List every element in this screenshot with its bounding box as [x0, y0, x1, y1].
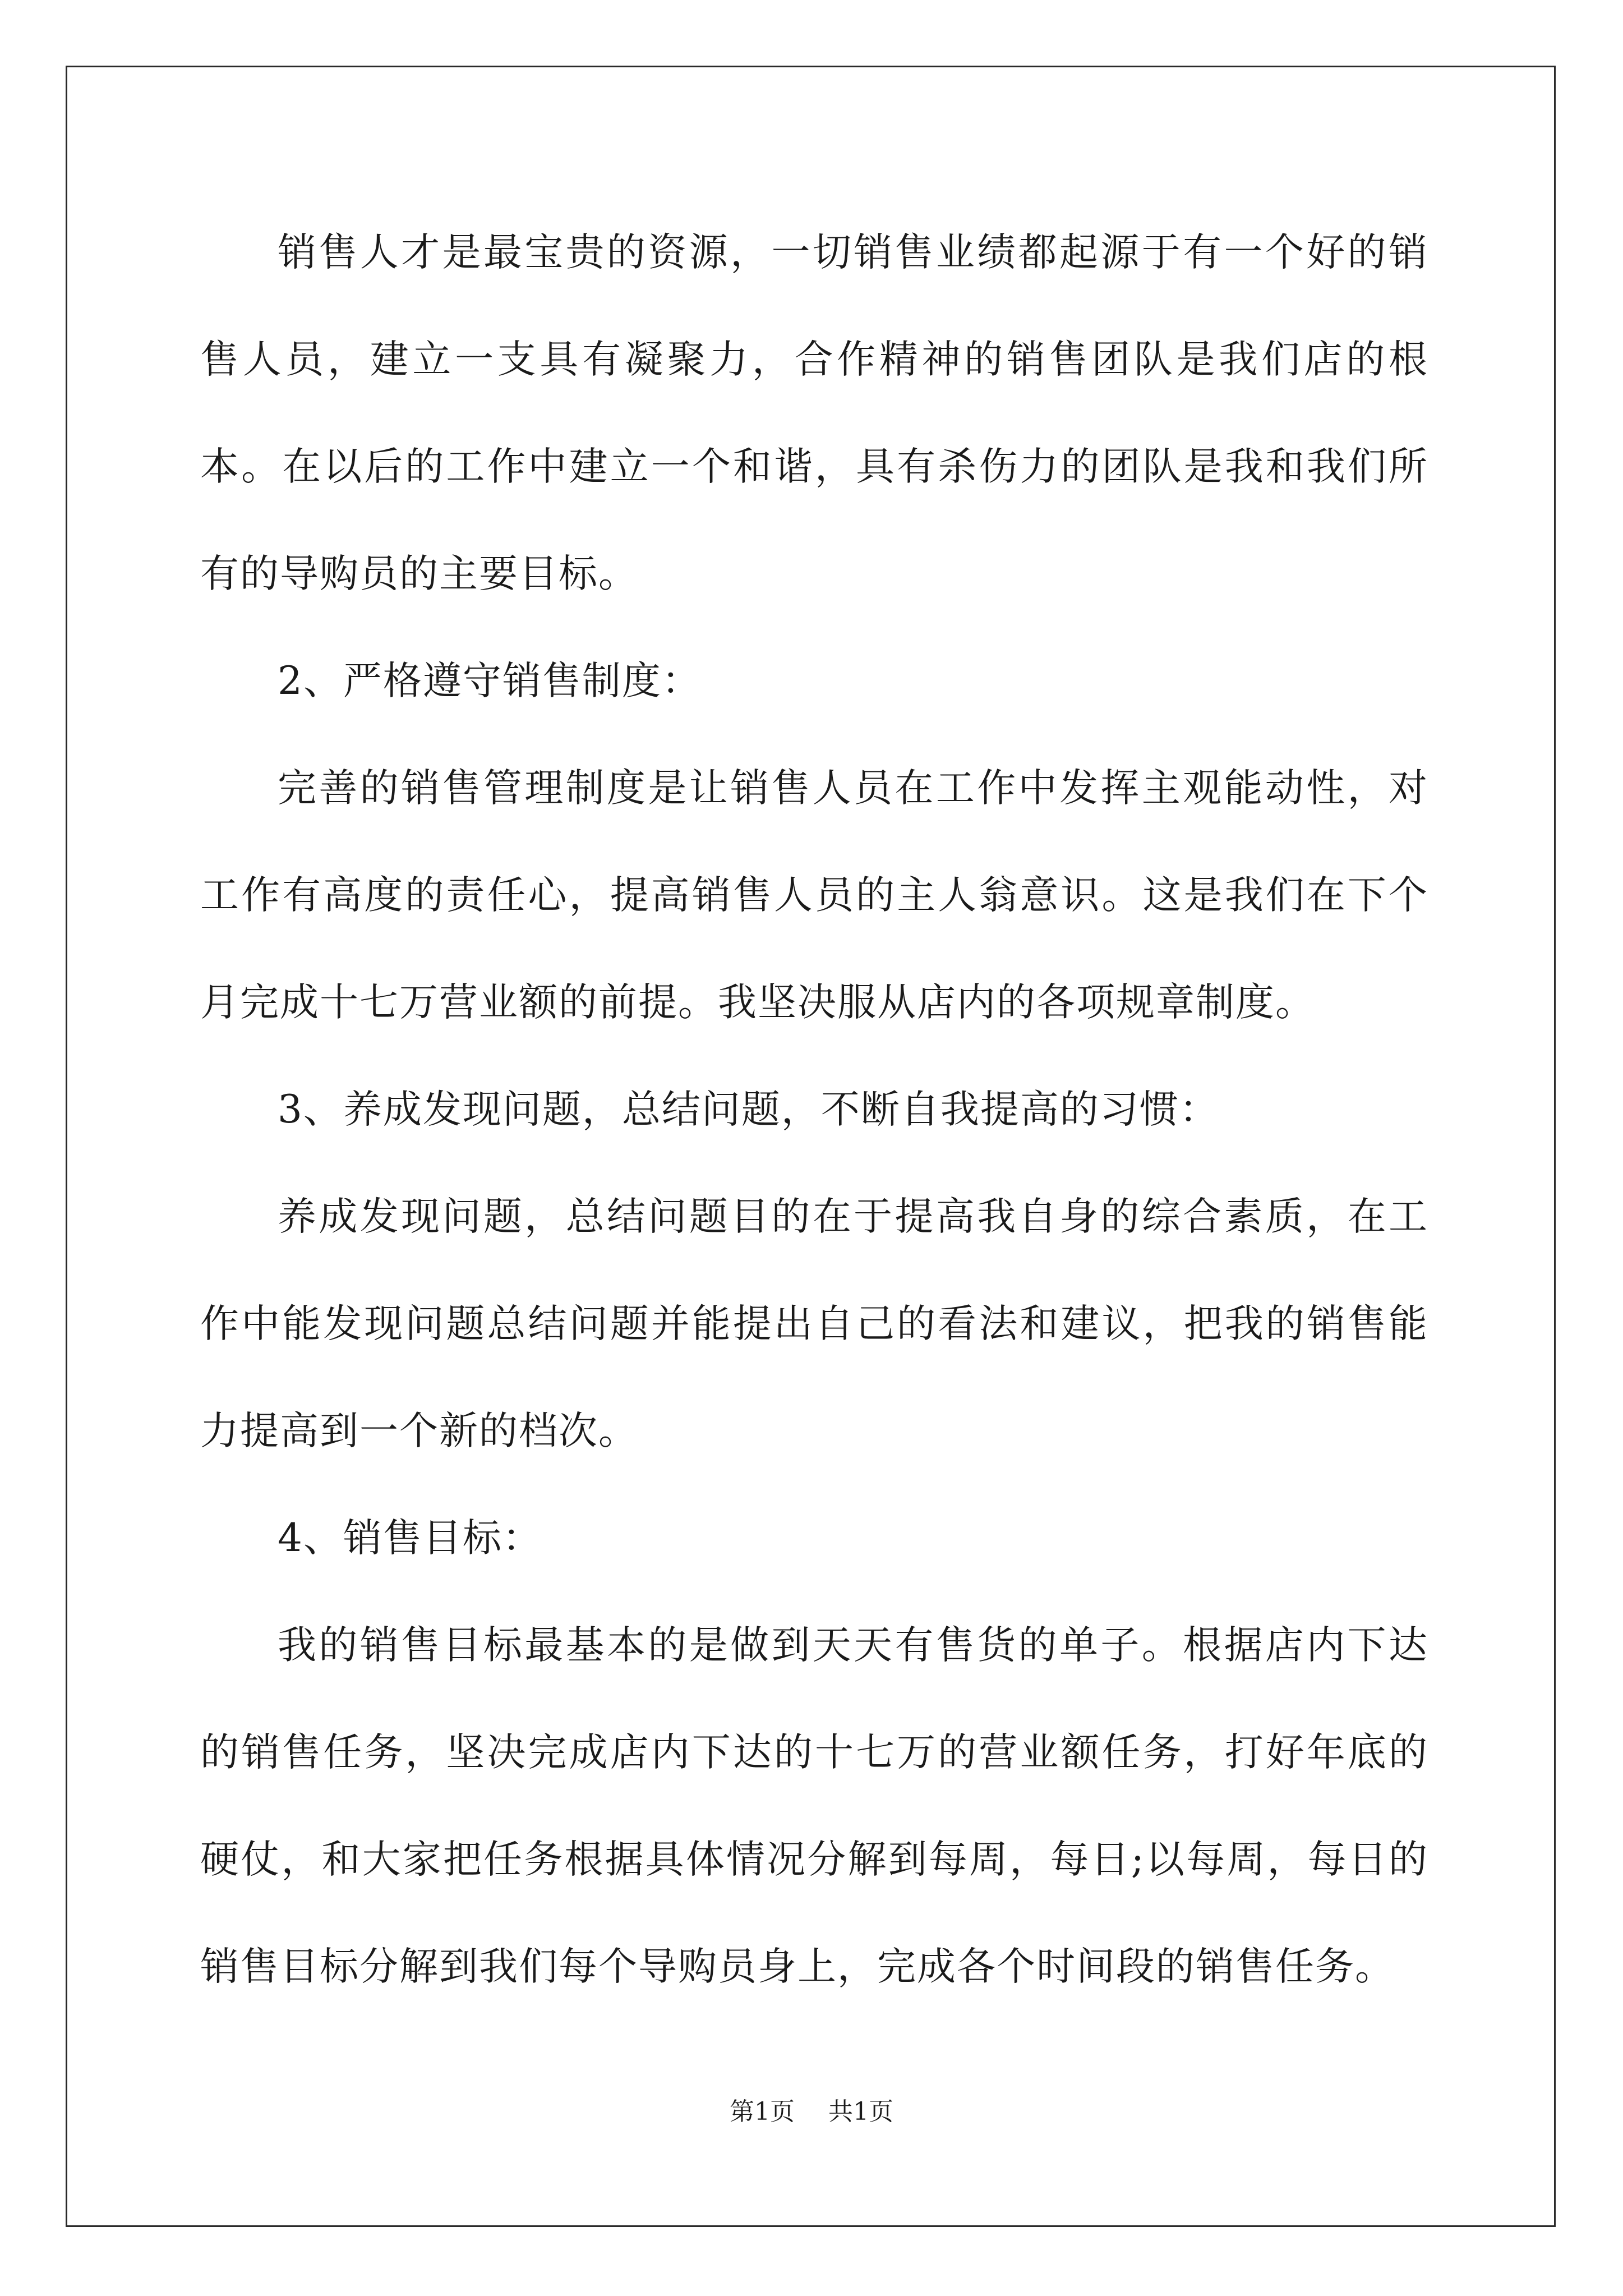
section-heading: 4、销售目标： — [278, 1516, 542, 1561]
paragraph: 完善的销售管理制度是让销售人员在工作中发挥主观能动性，对工作有高度的责任心，提高销售人员的主人翁意识。这是我们在下个月完成十七万营业额的前提。我坚决服从店内的各项规章制度。 — [200, 766, 1428, 1025]
paragraph: 养成发现问题，总结问题目的在于提高我自身的综合素质，在工作中能发现问题总结问题并能提出自己的看法和建议，把我的销售能力提高到一个新的档次。 — [200, 1194, 1428, 1453]
paragraph: 销售人才是最宝贵的资源，一切销售业绩都起源于有一个好的销售人员，建立一支具有凝聚力，合作精神的销售团队是我们店的根本。在以后的工作中建立一个和谐，具有杀伤力的团队是我和我们所有的导购员的主要目标。 — [200, 230, 1428, 596]
page-total: 共1页 — [828, 2097, 893, 2126]
section-heading: 3、养成发现问题，总结问题，不断自我提高的习惯： — [278, 1087, 1219, 1132]
page-number: 第1页 — [730, 2097, 795, 2126]
section-heading: 2、严格遵守销售制度： — [278, 659, 702, 703]
document-body — [200, 199, 1428, 2021]
page-footer — [0, 2095, 1623, 2129]
paragraph: 我的销售目标最基本的是做到天天有售货的单子。根据店内下达的销售任务，坚决完成店内下达的十七万的营业额任务，打好年底的硬仗，和大家把任务根据具体情况分解到每周，每日;以每周，每日的销售目标分解到我们每个导购员身上，完成各个时间段的销售任务。 — [200, 1623, 1428, 1989]
